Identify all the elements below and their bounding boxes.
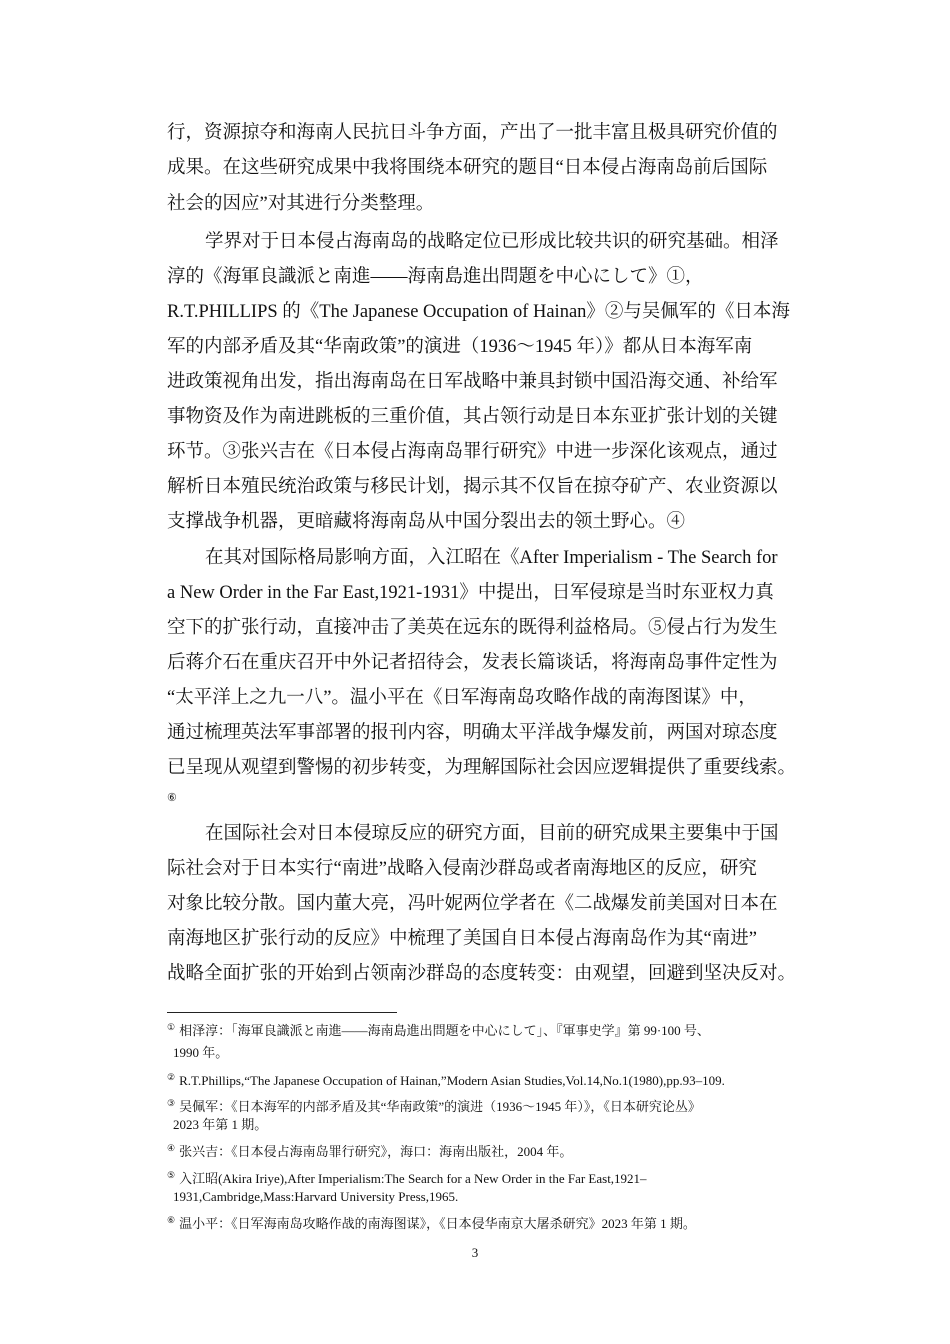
body-line: 通过梳理英法军事部署的报刊内容，明确太平洋战争爆发前，两国对琼态度 bbox=[167, 723, 778, 743]
body-line: ⑥ bbox=[167, 792, 177, 804]
footnote-text: 入江昭(Akira Iriye),After Imperialism:The Search for a New Order in the Far East,1921– bbox=[179, 1171, 647, 1186]
footnote bbox=[167, 1022, 710, 1041]
footnote-divider bbox=[167, 1012, 397, 1013]
footnote-marker: ① bbox=[167, 1022, 176, 1032]
footnote bbox=[173, 1116, 267, 1134]
footnote-text: 1990 年。 bbox=[173, 1045, 229, 1060]
footnote bbox=[167, 1143, 572, 1162]
body-line: 在国际社会对日本侵琼反应的研究方面，目前的研究成果主要集中于国 bbox=[205, 824, 779, 844]
body-line: R.T.PHILLIPS 的《The Japanese Occupation of Hainan》②与吴佩军的《日本海 bbox=[167, 302, 790, 322]
body-line: 行，资源掠夺和海南人民抗日斗争方面，产出了一批丰富且极具研究价值的 bbox=[167, 123, 778, 143]
body-line: 军的内部矛盾及其“华南政策”的演进（1936～1945 年）》都从日本海军南 bbox=[167, 337, 753, 357]
body-line: 学界对于日本侵占海南岛的战略定位已形成比较共识的研究基础。相泽 bbox=[205, 232, 779, 252]
footnote bbox=[167, 1215, 696, 1234]
footnote-text: 1931,Cambridge,Mass:Harvard University Press,1965. bbox=[173, 1189, 459, 1204]
body-line: 成果。在这些研究成果中我将围绕本研究的题目“日本侵占海南岛前后国际 bbox=[167, 158, 768, 178]
footnote bbox=[167, 1072, 725, 1091]
footnote-marker: ④ bbox=[167, 1143, 176, 1153]
body-line: 淳的《海軍良識派と南進——海南島進出問題を中心にして》①， bbox=[167, 267, 704, 287]
body-line: 社会的因应”对其进行分类整理。 bbox=[167, 194, 435, 214]
body-line: 对象比较分散。国内董大亮，冯叶妮两位学者在《二战爆发前美国对日本在 bbox=[167, 894, 778, 914]
body-line: 环节。③张兴吉在《日本侵占海南岛罪行研究》中进一步深化该观点，通过 bbox=[167, 442, 778, 462]
footnote bbox=[173, 1188, 458, 1206]
footnote-marker: ⑤ bbox=[167, 1170, 176, 1180]
body-line: 后蒋介石在重庆召开中外记者招待会，发表长篇谈话，将海南岛事件定性为 bbox=[167, 653, 778, 673]
footnote-text: 吴佩军：《日本海军的内部矛盾及其“华南政策”的演进（1936～1945 年）》，《日本研究论丛》 bbox=[179, 1099, 701, 1114]
body-line: a New Order in the Far East,1921-1931》中提出，日军侵琼是当时东亚权力真 bbox=[167, 583, 774, 603]
body-line: 在其对国际格局影响方面，入江昭在《After Imperialism - The Search for bbox=[205, 548, 778, 568]
footnote-marker: ⑥ bbox=[167, 1215, 176, 1225]
body-line: 战略全面扩张的开始到占领南沙群岛的态度转变：由观望，回避到坚决反对。 bbox=[167, 964, 797, 984]
footnote-marker: ② bbox=[167, 1072, 176, 1082]
body-line: 解析日本殖民统治政策与移民计划，揭示其不仅旨在掠夺矿产、农业资源以 bbox=[167, 477, 778, 497]
body-line: 支撑战争机器，更暗藏将海南岛从中国分裂出去的领土野心。④ bbox=[167, 512, 686, 532]
footnote-text: 2023 年第 1 期。 bbox=[173, 1117, 268, 1132]
body-line: 际社会对于日本实行“南进”战略入侵南沙群岛或者南海地区的反应，研究 bbox=[167, 859, 757, 879]
footnote bbox=[167, 1098, 701, 1117]
footnote-text: 相泽淳：「海軍良識派と南進——海南島進出問題を中心にして」、『軍事史学』第 99·100 号、 bbox=[179, 1023, 710, 1038]
body-line: 空下的扩张行动，直接冲击了美英在远东的既得利益格局。⑤侵占行为发生 bbox=[167, 618, 778, 638]
footnote-text: 张兴吉：《日本侵占海南岛罪行研究》，海口：海南出版社，2004 年。 bbox=[179, 1144, 573, 1159]
footnote-text: 温小平：《日军海南岛攻略作战的南海图谋》，《日本侵华南京大屠杀研究》2023 年第 1 期。 bbox=[179, 1216, 696, 1231]
footnote bbox=[167, 1170, 647, 1189]
page-number: 3 bbox=[471, 1245, 479, 1260]
body-line: 事物资及作为南进跳板的三重价值，其占领行动是日本东亚扩张计划的关键 bbox=[167, 407, 778, 427]
body-line: “太平洋上之九一八”。温小平在《日军海南岛攻略作战的南海图谋》中， bbox=[167, 688, 757, 708]
body-line: 进政策视角出发，指出海南岛在日军战略中兼具封锁中国沿海交通、补给军 bbox=[167, 372, 778, 392]
footnote bbox=[173, 1044, 228, 1062]
footnote-text: R.T.Phillips,“The Japanese Occupation of Hainan,”Modern Asian Studies,Vol.14,No.1(1980),pp.93–109. bbox=[179, 1073, 725, 1088]
body-line: 南海地区扩张行动的反应》中梳理了美国自日本侵占海南岛作为其“南进” bbox=[167, 929, 757, 949]
body-line: 已呈现从观望到警惕的初步转变，为理解国际社会因应逻辑提供了重要线索。 bbox=[167, 758, 797, 778]
footnote-marker: ③ bbox=[167, 1098, 176, 1108]
